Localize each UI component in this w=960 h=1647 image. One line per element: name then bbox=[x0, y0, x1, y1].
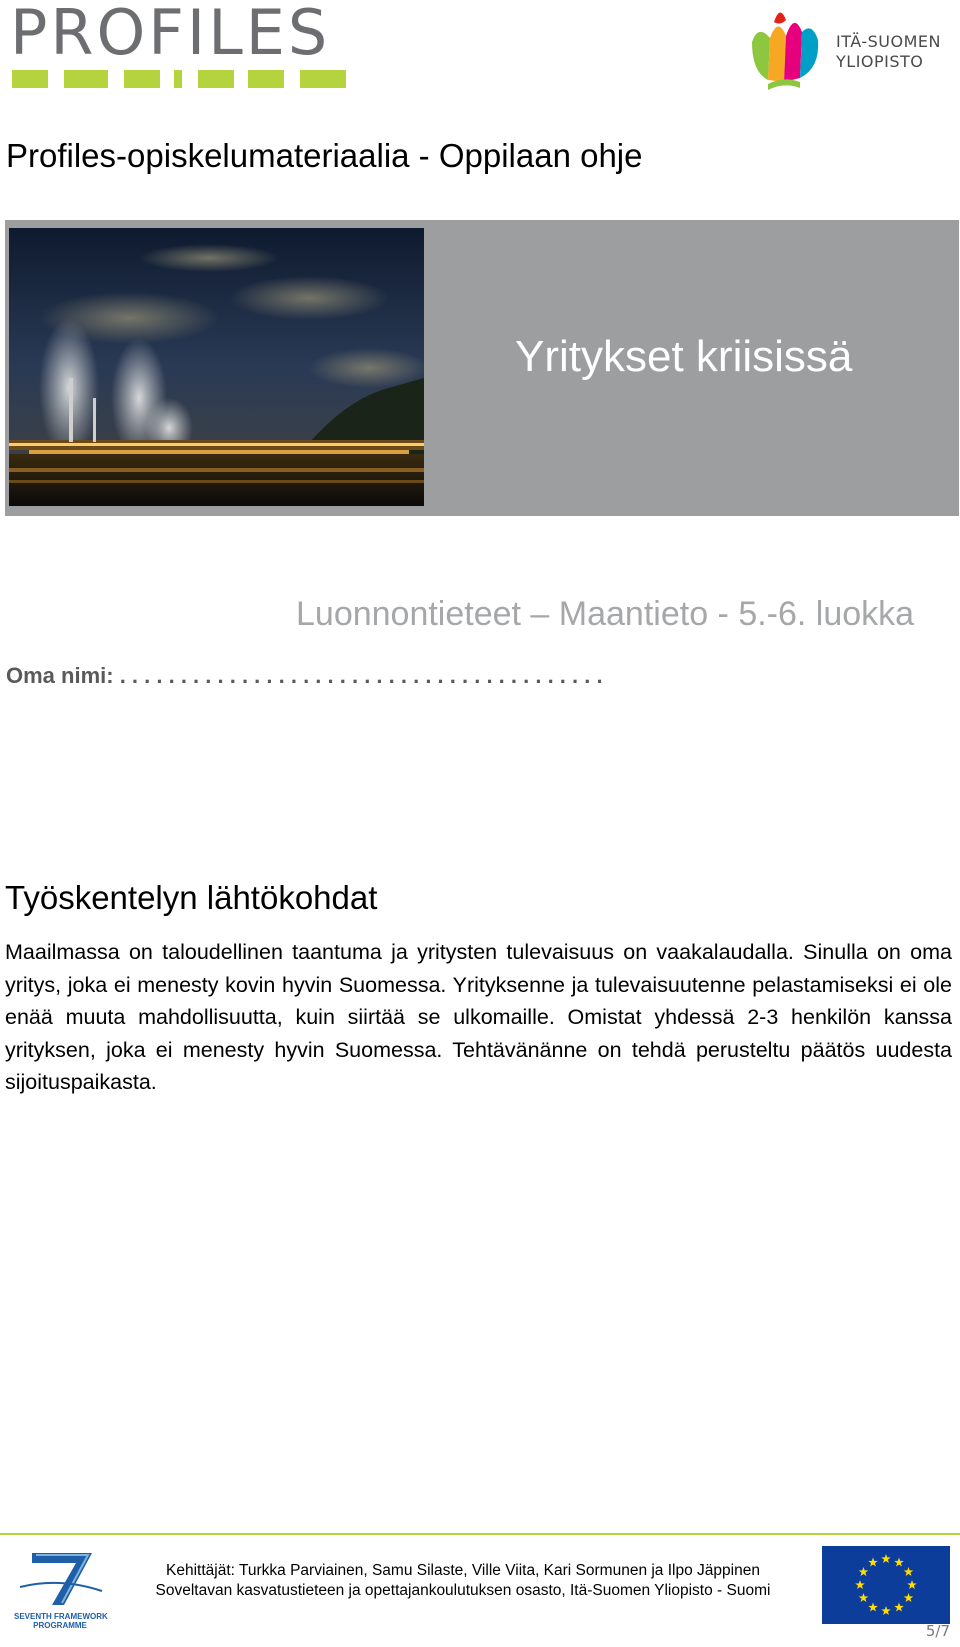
university-logo bbox=[740, 2, 960, 92]
footer-developers: Kehittäjät: Turkka Parviainen, Samu Silaste, Ville Viita, Kari Sormunen ja Ilpo Jäppinen bbox=[166, 1562, 760, 1579]
name-label: Oma nimi: bbox=[6, 663, 114, 688]
eu-star-icon bbox=[881, 1606, 891, 1615]
university-name: ITÄ-SUOMEN YLIOPISTO bbox=[836, 32, 941, 71]
footer-credits bbox=[118, 1561, 808, 1601]
logo-bar-4 bbox=[174, 70, 182, 88]
logo-bar-6 bbox=[248, 70, 284, 88]
profiles-logo bbox=[8, 2, 353, 92]
eu-star-icon bbox=[859, 1567, 869, 1576]
profiles-logo-text: PROFILES bbox=[10, 0, 331, 69]
university-emblem-icon bbox=[740, 2, 830, 92]
logo-bar-1 bbox=[12, 70, 48, 88]
fp7-logo-text: SEVENTH FRAMEWORK PROGRAMME bbox=[14, 1612, 108, 1630]
section-heading: Työskentelyn lähtökohdat bbox=[5, 879, 378, 916]
logo-bar-7 bbox=[300, 70, 346, 88]
fp7-seven-icon bbox=[14, 1547, 106, 1607]
industrial-harbor-night-photo bbox=[9, 228, 424, 506]
eu-star-icon bbox=[904, 1567, 914, 1576]
subject-line: Luonnontieteet – Maantieto - 5.-6. luokka bbox=[296, 595, 915, 633]
title-banner bbox=[5, 220, 959, 516]
eu-star-icon bbox=[904, 1593, 914, 1602]
eu-star-icon bbox=[894, 1557, 904, 1566]
name-field[interactable] bbox=[6, 662, 603, 690]
fp7-logo bbox=[14, 1547, 108, 1630]
document-title: Profiles-opiskelumateriaalia - Oppilaan ohje bbox=[6, 137, 643, 174]
eu-star-icon bbox=[894, 1603, 904, 1612]
eu-star-icon bbox=[868, 1557, 878, 1566]
page-number: 5/7 bbox=[925, 1622, 950, 1640]
eu-flag bbox=[822, 1546, 950, 1624]
banner-title: Yritykset kriisissä bbox=[515, 332, 853, 381]
logo-bar-3 bbox=[124, 70, 160, 88]
name-blank: . . . . . . . . . . . . . . . . . . . . . . . . . . . . . . . . . . . . . . . . bbox=[119, 663, 603, 688]
eu-star-icon bbox=[881, 1554, 891, 1563]
eu-star-icon bbox=[855, 1580, 865, 1589]
logo-bar-5 bbox=[198, 70, 234, 88]
eu-star-icon bbox=[868, 1603, 878, 1612]
logo-bar-2 bbox=[64, 70, 108, 88]
footer-divider bbox=[0, 1533, 960, 1535]
section-body: Maailmassa on taloudellinen taantuma ja yritysten tulevaisuus on vaakalaudalla. Sinulla on oma yritys, joka ei menesty kovin hyvin Suomessa. Yrityksenne ja tulevaisuutenne pelastamiseksi ei ole enää muuta mahdollisuutta, kuin siirtää se ulkomaille. Omistat yhdessä 2-3 henkilön kanssa yrityksen, joka ei menesty hyvin Suomessa. Tehtävänänne on tehdä perusteltu päätös uudesta sijoituspaikasta. bbox=[5, 940, 952, 1094]
footer-department: Soveltavan kasvatustieteen ja opettajankoulutuksen osasto, Itä-Suomen Yliopisto - Suomi bbox=[155, 1582, 771, 1599]
eu-star-icon bbox=[907, 1580, 917, 1589]
eu-stars-icon bbox=[822, 1546, 950, 1624]
eu-star-icon bbox=[859, 1593, 869, 1602]
